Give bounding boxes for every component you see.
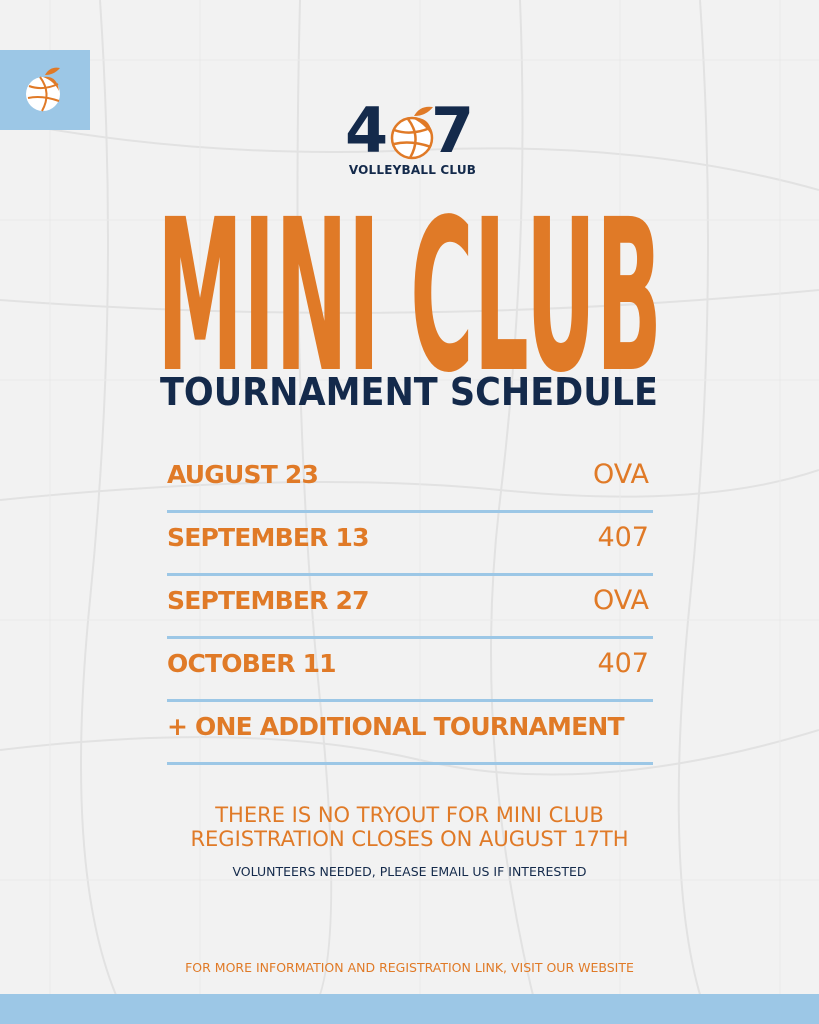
title-sub-text: TOURNAMENT SCHEDULE	[160, 372, 658, 412]
registration-deadline-notice: REGISTRATION CLOSES ON AUGUST 17TH	[190, 827, 629, 851]
schedule-row-extra	[167, 702, 653, 765]
volunteers-notice: VOLUNTEERS NEEDED, PLEASE EMAIL US IF INTERESTED	[232, 864, 587, 879]
corner-badge	[0, 50, 90, 130]
schedule-location: 407	[597, 648, 649, 679]
title-main-text: MINI CLUB	[157, 183, 662, 383]
page-subtitle	[160, 372, 660, 412]
club-logo	[345, 94, 485, 182]
extra-tournament-text: + ONE ADDITIONAL TOURNAMENT	[167, 712, 624, 741]
tournament-schedule	[167, 450, 653, 765]
schedule-location: 407	[597, 522, 649, 553]
no-tryout-notice: THERE IS NO TRYOUT FOR MINI CLUB	[215, 803, 604, 827]
schedule-date: OCTOBER 11	[167, 649, 336, 678]
logo-digit-left: 4	[345, 94, 387, 167]
schedule-row	[167, 450, 653, 513]
schedule-row	[167, 576, 653, 639]
schedule-date: SEPTEMBER 27	[167, 586, 369, 615]
footer-bar	[0, 994, 819, 1024]
more-info-text: FOR MORE INFORMATION AND REGISTRATION LINK, VISIT OUR WEBSITE	[185, 960, 634, 975]
schedule-date: AUGUST 23	[167, 460, 319, 489]
logo-subtitle: VOLLEYBALL CLUB	[348, 163, 477, 177]
logo-digit-right: 7	[431, 94, 473, 167]
page-title	[157, 183, 667, 383]
schedule-location: OVA	[593, 459, 649, 490]
schedule-row	[167, 639, 653, 702]
volleyball-icon	[22, 65, 68, 115]
schedule-location: OVA	[593, 585, 649, 616]
schedule-row	[167, 513, 653, 576]
schedule-date: SEPTEMBER 13	[167, 523, 369, 552]
